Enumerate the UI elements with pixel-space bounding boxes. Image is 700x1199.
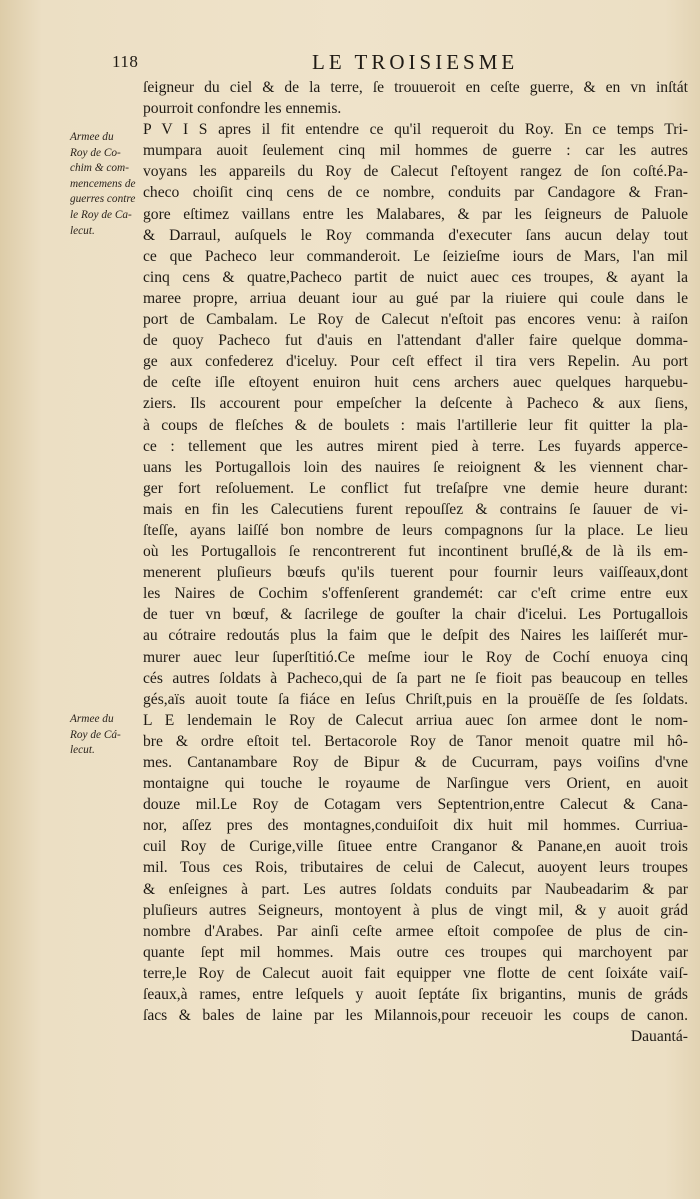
text-line: les Naires de Cochim s'offenſerent grandemét: car c'eſt crime entre eux xyxy=(143,585,688,603)
text-line: gore eſtimez vaillans entre les Malabares, & par les ſeigneurs de Paluole xyxy=(143,205,688,223)
text-line: gés,aïs auoit toute ſa fiáce en Ieſus Chriſt,puis en la prouëſſe de ſes ſoldats. xyxy=(143,690,688,708)
text-line: maree propre, arriua deuant iour au gué par la riuiere qui coule dans le xyxy=(143,289,688,307)
text-line: de tuer vn bœuf, & ſacrilege de gouſter la chair d'icelui. Les Portugallois xyxy=(143,606,688,624)
text-line: mais en fin les Calecutiens furent repouſſez & contrains ſe ſauuer de vi- xyxy=(143,500,688,518)
margin-note-line: le Roy de Ca- xyxy=(70,208,132,221)
text-line: ce que Pacheco leur commanderoit. Le ſeizieſme iours de Mars, l'an mil xyxy=(143,247,688,265)
text-line: ſeaux,à rames, entre leſquels y auoit ſeptáte ſix brigantins, munis de gráds xyxy=(143,986,688,1004)
margin-note xyxy=(70,712,144,759)
margin-note-line: Roy de Co- xyxy=(70,146,121,159)
text-line: bre & ordre eſtoit tel. Bertacorole Roy de Tanor menoit quatre mil hô- xyxy=(143,732,688,750)
text-line: pourroit confondre les ennemis. xyxy=(143,100,342,118)
text-line: nor, aſſez pres des montagnes,conduiſoit dix huit mil hommes. Curriua- xyxy=(143,817,688,835)
margin-note-line: lecut. xyxy=(70,224,95,237)
text-line: cinq cens & quatre,Pacheco partit de nuict auec ces troupes, & ayant la xyxy=(143,268,688,286)
text-line: ce : tellement que les autres mirent pied à terre. Les fuyards apperce- xyxy=(143,437,688,455)
text-line: nombre d'Arabes. Par ainſi ceſte armee eſtoit compoſee de plus de cin- xyxy=(143,922,688,940)
text-line: murer auec leur ſuperſtitió.Ce meſme iour le Roy de Cochí enuoya cinq xyxy=(143,648,688,666)
text-line: douze mil.Le Roy de Cotagam vers Septentrion,entre Calecut & Cana- xyxy=(143,796,688,814)
text-line: cuil Roy de Curige,ville ſituee entre Cranganor & Panane,en auoit trois xyxy=(143,838,688,856)
text-line: mil. Tous ces Rois, tributaires de celui de Calecut, auoyent leurs troupes xyxy=(143,859,688,877)
margin-note-line: lecut. xyxy=(70,744,95,757)
text-line: voyans les appareils du Roy de Calecut ſ'eſtoyent rangez de ſon coſté.Pa- xyxy=(143,163,688,181)
margin-note-line: chim & com- xyxy=(70,162,129,175)
text-line: ziers. Ils accourent pour empeſcher la deſcente à Pacheco & aux ſiens, xyxy=(143,395,688,413)
text-line: à coups de fleſches & de boulets : mais l'artillerie leur fit quitter la pla- xyxy=(143,416,688,434)
page-header xyxy=(112,52,642,76)
margin-note-line: guerres contre xyxy=(70,193,136,206)
text-line: de quoy Pacheco fut d'auis en l'attendant d'aller faire quelque domma- xyxy=(143,332,688,350)
text-line: montaigne qui touche le royaume de Narſingue vers Orient, en auoit xyxy=(143,775,688,793)
text-line: ſeigneur du ciel & de la terre, ſe trouueroit en ceſte guerre, & en vn inſtát xyxy=(143,79,688,96)
running-title: LE TROISIESME xyxy=(312,50,519,74)
text-line: P V I S apres il fit entendre ce qu'il requeroit du Roy. En ce temps Tri- xyxy=(143,121,688,139)
text-line: mumpara auoit ſeulement cinq mil hommes de guerre : car les autres xyxy=(143,142,688,160)
body-text xyxy=(143,77,688,1047)
text-line: & Darraul, auſquels le Roy commanda d'executer ſans aucun delay tout xyxy=(143,226,688,244)
text-line: terre,le Roy de Calecut auoit fait equipper vne flotte de cent ſoixáte vaiſ- xyxy=(143,964,688,982)
text-line: menerent pluſieurs bœufs qu'ils tuerent pour fournir leurs vaiſſeaux,dont xyxy=(143,564,688,582)
text-line: port de Cambalam. Le Roy de Calecut n'eſtoit pas encores venu: à raiſon xyxy=(143,311,688,329)
catchword: Dauantá- xyxy=(630,1028,688,1046)
text-line: ge aux confederez d'iceluy. Pour ceſt effect il tira vers Repelin. Au port xyxy=(143,353,688,371)
text-line: L E lendemain le Roy de Calecut arriua auec ſon armee dont le nom- xyxy=(143,711,688,729)
text-line: où les Portugallois ſe rencontrerent fut incontinent bruſlé,& de là ils em- xyxy=(143,543,688,561)
margin-note-line: Armee du xyxy=(70,131,114,143)
text-line: pluſieurs autres Seigneurs, montoyent à plus de vingt mil, & y auoit grád xyxy=(143,901,688,919)
text-line: mes. Cantanambare Roy de Bipur & de Cucurram, pays voiſins d'vne xyxy=(143,754,688,771)
margin-note-line: Armee du xyxy=(70,713,114,725)
text-line: & enſeignes à part. Les autres ſoldats conduits par Naubeadarim & par xyxy=(143,880,688,898)
text-line: ſacs & bales de laine par les Milannois,pour receuoir les coups de canon. xyxy=(143,1007,688,1025)
margin-note xyxy=(70,130,144,239)
text-line: checo choiſit cinq cens de ce nombre, conduits par Candagore & Fran- xyxy=(143,184,688,202)
text-line: au cótraire redoutás plus la faim que le deſpit des Naires les laiſſerét mur- xyxy=(143,627,688,645)
text-line: quante ſept mil hommes. Mais outre ces troupes qui marchoyent par xyxy=(143,943,688,961)
margin-note-line: mencemens de xyxy=(70,177,136,190)
text-line: uans les Portugallois loin des nauires ſe reioignent & les viennent char- xyxy=(143,458,688,476)
text-line: ger fort reſoluement. Le conflict fut treſaſpre vne demie heure durant: xyxy=(143,479,688,497)
page-number: 118 xyxy=(112,52,139,71)
text-line: de ceſte iſle eſtoyent enuiron huit cens archers auec quelques harquebu- xyxy=(143,374,688,392)
text-line: ſteſſe, ayans laiſſé bon nombre de leurs compagnons ſur la place. Le lieu xyxy=(143,521,688,539)
margin-note-line: Roy de Cá- xyxy=(70,728,121,741)
text-line: cés autres ſoldats à Pacheco,qui de ſa part ne ſe fioit pas beaucoup en telles xyxy=(143,669,688,687)
